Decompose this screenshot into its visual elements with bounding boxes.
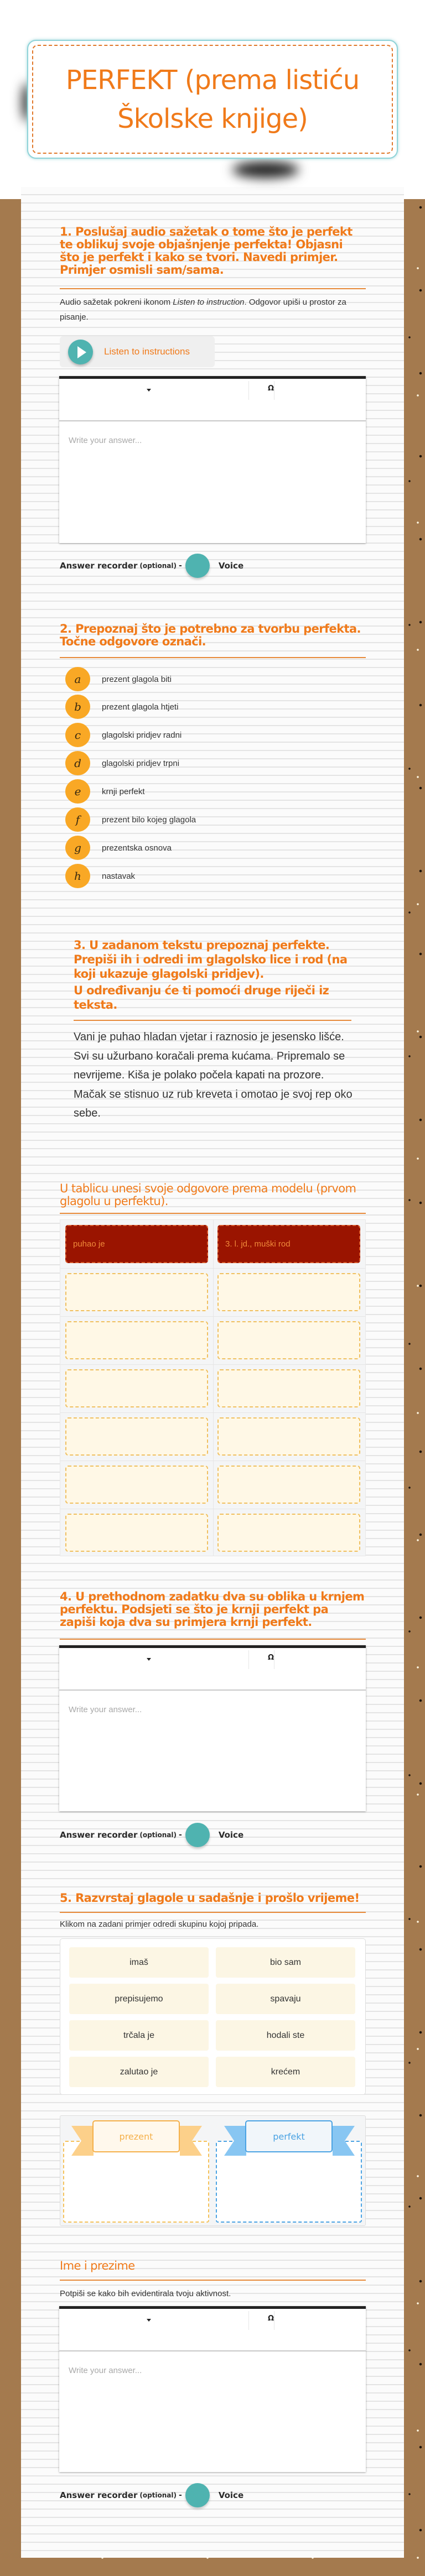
table-input-cell[interactable]: [217, 1273, 360, 1311]
table-input-cell[interactable]: [65, 1514, 208, 1552]
toolbar-separator: [248, 381, 249, 400]
q2-divider: [60, 657, 366, 658]
q1-answer-recorder: Answer recorder (optional) - Voice: [60, 554, 243, 578]
sorting-bins: [60, 2115, 366, 2226]
answer-textarea[interactable]: Write your answer...: [69, 2366, 142, 2375]
format-dropdown[interactable]: [59, 379, 248, 400]
editor-toolbar: [59, 379, 366, 421]
editor-toolbar: [59, 1648, 366, 1691]
table-input-cell[interactable]: [217, 1369, 360, 1407]
record-button[interactable]: [185, 554, 210, 578]
page-title: PERFEKT (prema listiću Školske knjige): [65, 64, 360, 134]
sort-card[interactable]: hodali ste: [216, 2020, 355, 2051]
model-cell-description: 3. l. jd., muški rod: [217, 1225, 360, 1263]
table-divider: [60, 1213, 366, 1214]
ribbon-tail: [180, 2126, 202, 2156]
special-characters-button[interactable]: Ω: [268, 1654, 274, 1662]
name-title: Ime i prezime: [60, 2259, 135, 2272]
sort-card[interactable]: spavaju: [216, 1984, 355, 2014]
sorting-cards-panel: [60, 1938, 366, 2095]
table-row-divider: [60, 1364, 365, 1365]
table-row-divider: [60, 1268, 365, 1269]
bin-label-perfekt: perfekt: [245, 2120, 333, 2152]
name-description: Potpiši se kako bih evidentirala tvoju aktivnost.: [60, 2289, 231, 2298]
decorative-shadow: [232, 161, 299, 178]
table-input-cell[interactable]: [65, 1321, 208, 1359]
option-h[interactable]: h nastavak: [65, 864, 135, 888]
format-dropdown[interactable]: [59, 2309, 248, 2330]
toolbar-separator: [248, 1650, 249, 1669]
title-card: [27, 40, 398, 159]
answer-textarea[interactable]: Write your answer...: [69, 1705, 142, 1714]
option-a[interactable]: a prezent glagola biti: [65, 667, 172, 691]
table-title: U tablicu unesi svoje odgovore prema modelu (prvom glagolu u perfektu).: [60, 1182, 356, 1208]
q4-divider: [60, 1639, 366, 1640]
table-input-cell[interactable]: [65, 1417, 208, 1456]
q3-passage: Vani je puhao hladan vjetar i raznosio je jesensko lišće. Svi su užurbano koračali prema kućama. Pripremalo se nevrijeme. Kiša je polako počela kapati na prozore. Mačak se stisnuo uz rub kreveta i omotao je svoj rep oko sebe.: [74, 1031, 353, 1119]
table-input-cell[interactable]: [217, 1514, 360, 1552]
caret-down-icon: [147, 2319, 151, 2322]
sort-card[interactable]: zalutao je: [69, 2057, 209, 2087]
option-c[interactable]: c glagolski pridjev radni: [65, 723, 182, 747]
sort-card[interactable]: bio sam: [216, 1947, 355, 1978]
q2-title: 2. Prepoznaj što je potrebno za tvorbu perfekta. Točne odgovore označi.: [60, 622, 361, 648]
q1-description: Audio sažetak pokreni ikonom Listen to instruction. Odgovor upiši u prostor za pisanje.: [60, 298, 346, 322]
q3-divider: [74, 1020, 351, 1021]
special-characters-button[interactable]: Ω: [268, 2314, 274, 2323]
name-divider: [60, 2280, 366, 2281]
record-button[interactable]: [185, 1823, 210, 1847]
sort-card[interactable]: krećem: [216, 2057, 355, 2087]
table-input-cell[interactable]: [217, 1466, 360, 1504]
name-answer-editor: [59, 2306, 366, 2472]
perfekt-ribbon: [224, 2120, 355, 2156]
q5-description: Klikom na zadani primjer odredi skupinu kojoj pripada.: [60, 1920, 259, 1929]
bin-label-prezent: prezent: [92, 2120, 180, 2152]
q1-title: 1. Poslušaj audio sažetak o tome što je perfekt te oblikuj svoje objašnjenje perfekta! Objasni što je perfekt i kako se tvori. Navedi primjer. Primjer osmisli sam/sama.: [60, 225, 353, 277]
q4-answer-editor: [59, 1645, 366, 1811]
option-e[interactable]: e krnji perfekt: [65, 779, 145, 804]
q4-answer-recorder: Answer recorder (optional) - Voice: [60, 1823, 243, 1847]
name-answer-recorder: Answer recorder (optional) - Voice: [60, 2483, 243, 2507]
table-input-cell[interactable]: [65, 1273, 208, 1311]
table-row-divider: [60, 1316, 365, 1317]
q5-title: 5. Razvrstaj glagole u sadašnje i prošlo vrijeme!: [60, 1891, 360, 1905]
q1-divider: [60, 288, 366, 289]
q5-divider: [60, 1912, 366, 1913]
model-cell-verb: puhao je: [65, 1225, 208, 1263]
table-input-cell[interactable]: [217, 1417, 360, 1456]
ribbon-tail: [71, 2126, 94, 2156]
listen-label: Listen to instructions: [104, 346, 190, 357]
q1-answer-editor: [59, 376, 366, 543]
option-g[interactable]: g prezentska osnova: [65, 836, 172, 860]
table-input-cell[interactable]: [65, 1369, 208, 1407]
toolbar-separator: [248, 2311, 249, 2330]
editor-toolbar: [59, 2309, 366, 2351]
record-button[interactable]: [185, 2483, 210, 2507]
option-b[interactable]: b prezent glagola htjeti: [65, 695, 178, 719]
ribbon-tail: [333, 2126, 355, 2156]
table-column-divider: [213, 1220, 214, 1556]
q3-title: 3. U zadanom tekstu prepoznaj perfekte. Prepiši ih i odredi im glagolsko lice i rod (na koji ukazuje glagolski pridjev). U određivanju će ti pomoći druge riječi iz teksta.: [74, 938, 348, 1011]
special-characters-button[interactable]: Ω: [268, 384, 274, 393]
format-dropdown[interactable]: [59, 1648, 248, 1669]
sort-card[interactable]: imaš: [69, 1947, 209, 1978]
listen-to-instructions-button[interactable]: [60, 336, 215, 367]
ribbon-tail: [224, 2126, 246, 2156]
option-d[interactable]: d glagolski pridjev trpni: [65, 751, 179, 775]
sort-card[interactable]: prepisujemo: [69, 1984, 209, 2014]
play-icon: [68, 340, 93, 364]
table-row-divider: [60, 1412, 365, 1413]
prezent-ribbon: [71, 2120, 202, 2156]
caret-down-icon: [147, 389, 151, 392]
table-input-cell[interactable]: [217, 1321, 360, 1359]
answer-table: [60, 1219, 366, 1556]
sort-card[interactable]: trčala je: [69, 2020, 209, 2051]
option-f[interactable]: f prezent bilo kojeg glagola: [65, 807, 196, 832]
q4-title: 4. U prethodnom zadatku dva su oblika u krnjem perfektu. Podsjeti se što je krnji perfekt pa zapiši koja dva su primjera krnji perfekt.: [60, 1590, 365, 1629]
caret-down-icon: [147, 1658, 151, 1661]
table-input-cell[interactable]: [65, 1466, 208, 1504]
answer-textarea[interactable]: Write your answer...: [69, 436, 142, 445]
